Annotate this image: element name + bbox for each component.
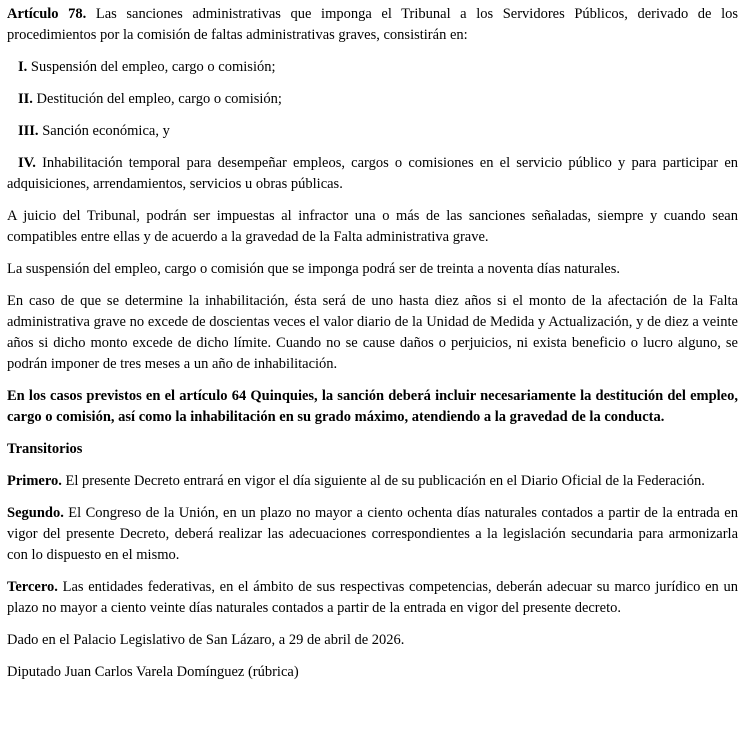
paragraph — [7, 153, 738, 195]
paragraph-lead: Primero. — [7, 473, 66, 489]
paragraph-lead: II. — [18, 91, 37, 107]
paragraph-text: El Congreso de la Unión, en un plazo no mayor a ciento ochenta días naturales contados a partir de la entrada en vigor del presente Decreto, deberá realizar las adecuaciones correspondientes a la legislación secundaria para armonizarla con lo dispuesto en el mismo. — [7, 505, 738, 563]
paragraph — [7, 630, 738, 651]
paragraph-text: A juicio del Tribunal, podrán ser impuestas al infractor una o más de las sanciones señaladas, siempre y cuando sean compatibles entre ellas y de acuerdo a la gravedad de la Falta administrativa grave. — [7, 208, 738, 245]
paragraph — [7, 386, 738, 428]
paragraph-text: En los casos previstos en el artículo 64 Quinquies, la sanción deberá incluir necesariamente la destitución del empleo, cargo o comisión, así como la inhabilitación en su grado máximo, atendiendo a la gravedad de la conducta. — [7, 388, 738, 425]
paragraph — [7, 577, 738, 619]
paragraph-text: El presente Decreto entrará en vigor el día siguiente al de su publicación en el Diario Oficial de la Federación. — [65, 473, 705, 489]
paragraph-text: Las entidades federativas, en el ámbito de sus respectivas competencias, deberán adecuar su marco jurídico en un plazo no mayor a ciento veinte días naturales contados a partir de la entrada en vigor del presente decreto. — [7, 579, 738, 616]
paragraph-lead: Artículo 78. — [7, 6, 96, 22]
paragraph-lead: III. — [18, 123, 43, 139]
paragraph-text: Inhabilitación temporal para desempeñar empleos, cargos o comisiones en el servicio público y para participar en adquisiciones, arrendamientos, servicios u obras públicas. — [7, 155, 739, 192]
paragraph — [7, 662, 738, 683]
paragraph — [7, 439, 738, 460]
paragraph-text: En caso de que se determine la inhabilitación, ésta será de uno hasta diez años si el monto de la afectación de la Falta administrativa grave no excede de doscientas veces el valor diario de la Unidad de Medida y Actualización, y de diez a veinte años si dicho monto excede de dicho límite. Cuando no se cause daños o perjuicios, ni exista beneficio o lucro alguno, se podrán imponer de tres meses a un año de inhabilitación. — [7, 293, 738, 372]
paragraph-lead: I. — [18, 59, 31, 75]
paragraph — [7, 259, 738, 280]
paragraph — [7, 57, 738, 78]
paragraph-text: La suspensión del empleo, cargo o comisión que se imponga podrá ser de treinta a noventa días naturales. — [7, 261, 620, 277]
paragraph-lead: IV. — [18, 155, 43, 171]
paragraph-lead: Segundo. — [7, 505, 69, 521]
paragraph-lead: Tercero. — [7, 579, 63, 595]
paragraph — [7, 503, 738, 566]
paragraph — [7, 121, 738, 142]
paragraph-text: Dado en el Palacio Legislativo de San Lázaro, a 29 de abril de 2026. — [7, 632, 405, 648]
paragraph-text: Diputado Juan Carlos Varela Domínguez (rúbrica) — [7, 664, 299, 680]
paragraph-text: Las sanciones administrativas que imponga el Tribunal a los Servidores Públicos, derivado de los procedimientos por la comisión de faltas administrativas graves, consistirán en: — [7, 6, 739, 43]
document-body — [7, 4, 738, 683]
paragraph — [7, 89, 738, 110]
paragraph — [7, 4, 738, 46]
paragraph-text: Suspensión del empleo, cargo o comisión; — [30, 59, 276, 75]
paragraph-text: Sanción económica, y — [42, 123, 170, 139]
paragraph-text: Destitución del empleo, cargo o comisión; — [36, 91, 282, 107]
paragraph — [7, 291, 738, 375]
paragraph-text: Transitorios — [7, 441, 83, 457]
paragraph — [7, 206, 738, 248]
paragraph — [7, 471, 738, 492]
